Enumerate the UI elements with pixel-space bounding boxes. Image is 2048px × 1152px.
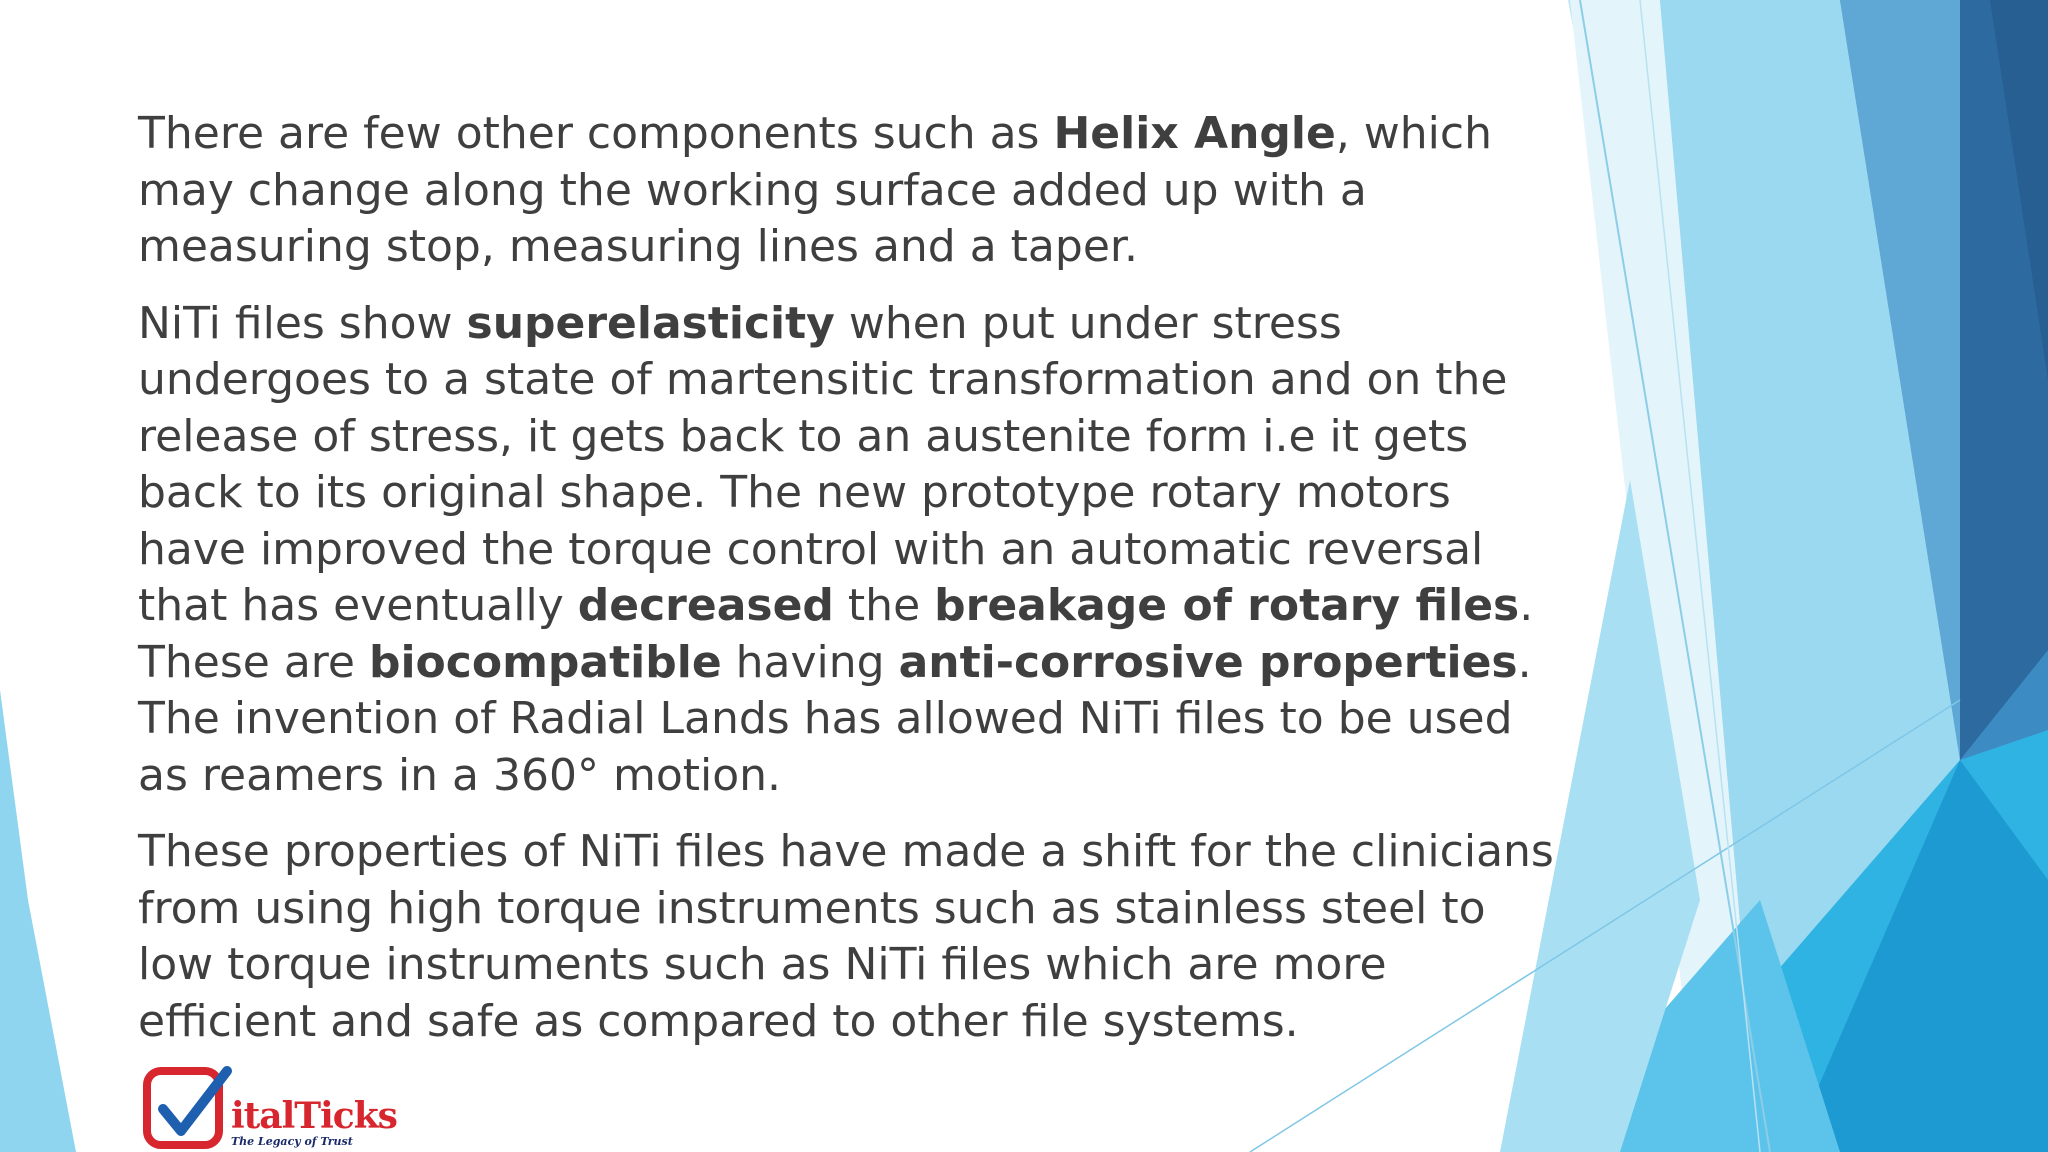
text-run: . These are bbox=[138, 580, 1534, 688]
paragraph bbox=[138, 106, 1558, 276]
bold-text: anti-corrosive properties bbox=[898, 636, 1518, 688]
paragraph bbox=[138, 824, 1558, 1050]
bold-text: Helix Angle bbox=[1053, 108, 1336, 159]
text-run: NiTi files show bbox=[138, 297, 467, 349]
bold-text: decreased bbox=[577, 580, 834, 631]
text-run: These properties of NiTi files have made a shift for the clinicians from using high torque instruments such as stainless steel to low torque instruments such as NiTi files which are more efficient and safe as compared to other file systems. bbox=[138, 826, 1554, 1047]
text-run: There are few other components such as bbox=[138, 108, 1054, 159]
paragraph bbox=[138, 296, 1558, 805]
bold-text: breakage of rotary files bbox=[934, 580, 1520, 631]
bold-text: superelasticity bbox=[466, 297, 835, 349]
bold-text: biocompatible bbox=[368, 636, 722, 688]
text-run: when put under stress undergoes to a state of martensitic transformation and on the release of stress, it gets back to an austenite form i.e it gets back to its original shape. The new prototype rotary motors have improved the torque control with an automatic reversal that has eventually bbox=[138, 297, 1508, 631]
text-run: having bbox=[721, 636, 899, 688]
logo-name: italTicks bbox=[231, 1095, 397, 1137]
vitalticks-logo bbox=[143, 1065, 397, 1152]
text-run: the bbox=[833, 580, 935, 631]
slide-body bbox=[138, 106, 1558, 1070]
text-run: , which may change along the working surface added up with a measuring stop, measuring lines and a taper. bbox=[138, 108, 1492, 272]
text-run: . The invention of Radial Lands has allowed NiTi files to be used as reamers in a 360° motion. bbox=[138, 636, 1532, 801]
checkmark-icon bbox=[143, 1065, 233, 1152]
logo-tagline: The Legacy of Trust bbox=[231, 1135, 353, 1148]
